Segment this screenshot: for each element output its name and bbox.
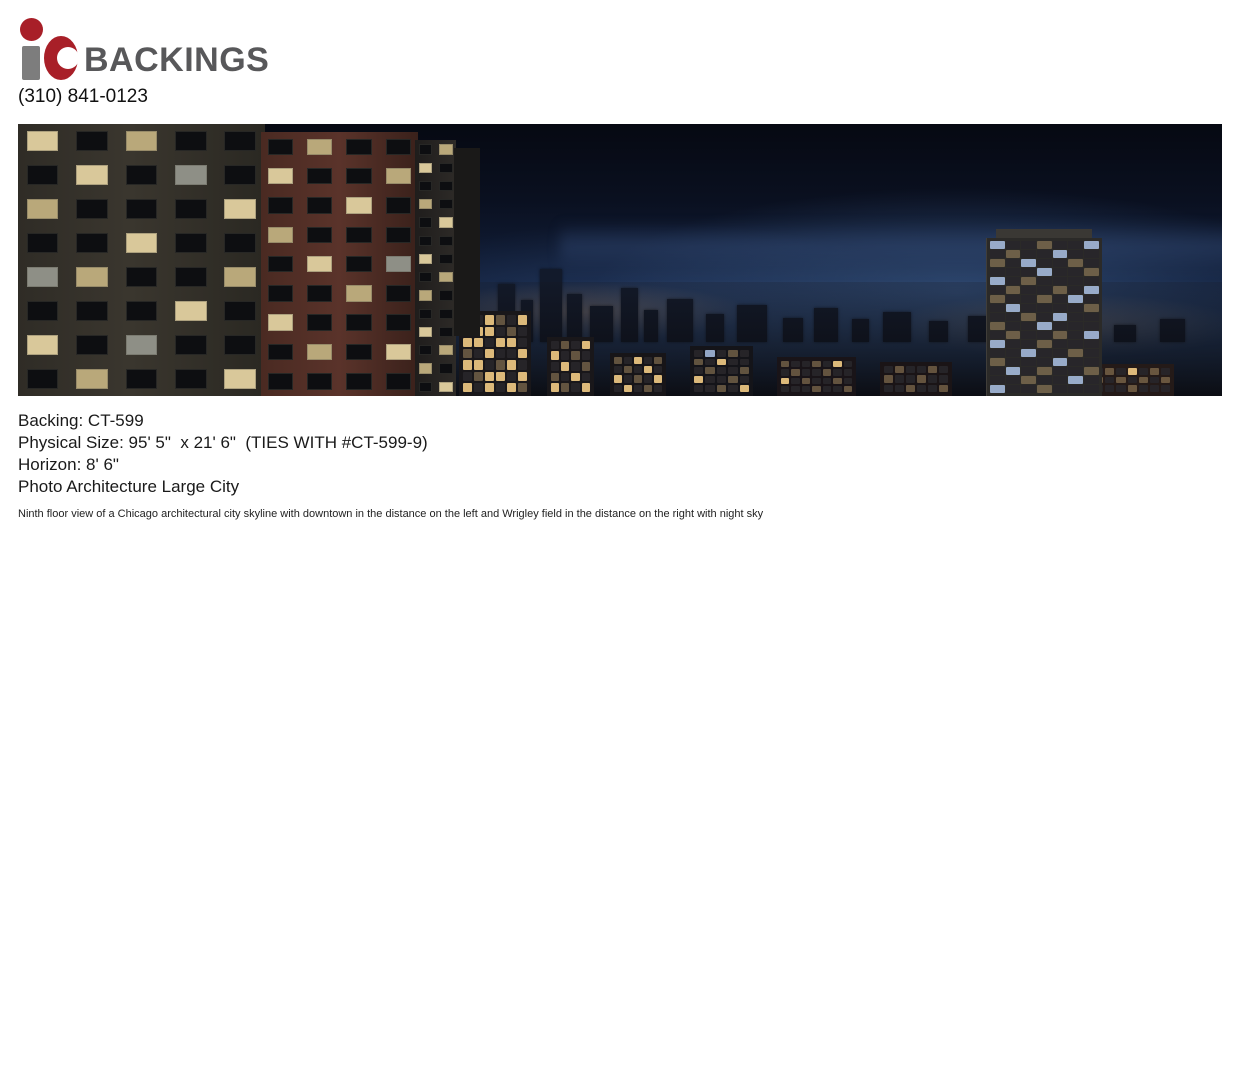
foreground-concrete-building <box>18 124 265 396</box>
backing-photo <box>18 124 1222 396</box>
midground-city <box>427 282 1222 396</box>
logo-letter-i-icon <box>22 46 40 80</box>
logo-dot-icon <box>20 18 43 41</box>
tower-cap <box>996 229 1092 238</box>
ic-logo-icon <box>18 18 78 80</box>
backing-id: Backing: CT-599 <box>18 411 144 430</box>
horizon: Horizon: 8' 6" <box>18 455 119 474</box>
category: Photo Architecture Large City <box>18 477 240 496</box>
foreground-slim-tower <box>415 140 456 396</box>
phone-number[interactable]: (310) 841-0123 <box>18 86 148 107</box>
logo-wordmark: BACKINGS <box>84 41 270 79</box>
page-header <box>18 18 1222 108</box>
logo-letter-c-icon <box>44 36 78 80</box>
physical-size: Physical Size: 95' 5" x 21' 6" (TIES WITH #CT-599-9) <box>18 433 428 452</box>
description: Ninth floor view of a Chicago architectural city skyline with downtown in the distance on the left and Wrigley field in the distance on the right with night sky <box>18 508 764 520</box>
backing-details <box>18 410 1018 521</box>
tall-tower <box>986 238 1101 396</box>
foreground-narrow-tower <box>454 148 480 336</box>
logo[interactable] <box>18 18 1222 80</box>
foreground-brick-building <box>261 132 418 396</box>
